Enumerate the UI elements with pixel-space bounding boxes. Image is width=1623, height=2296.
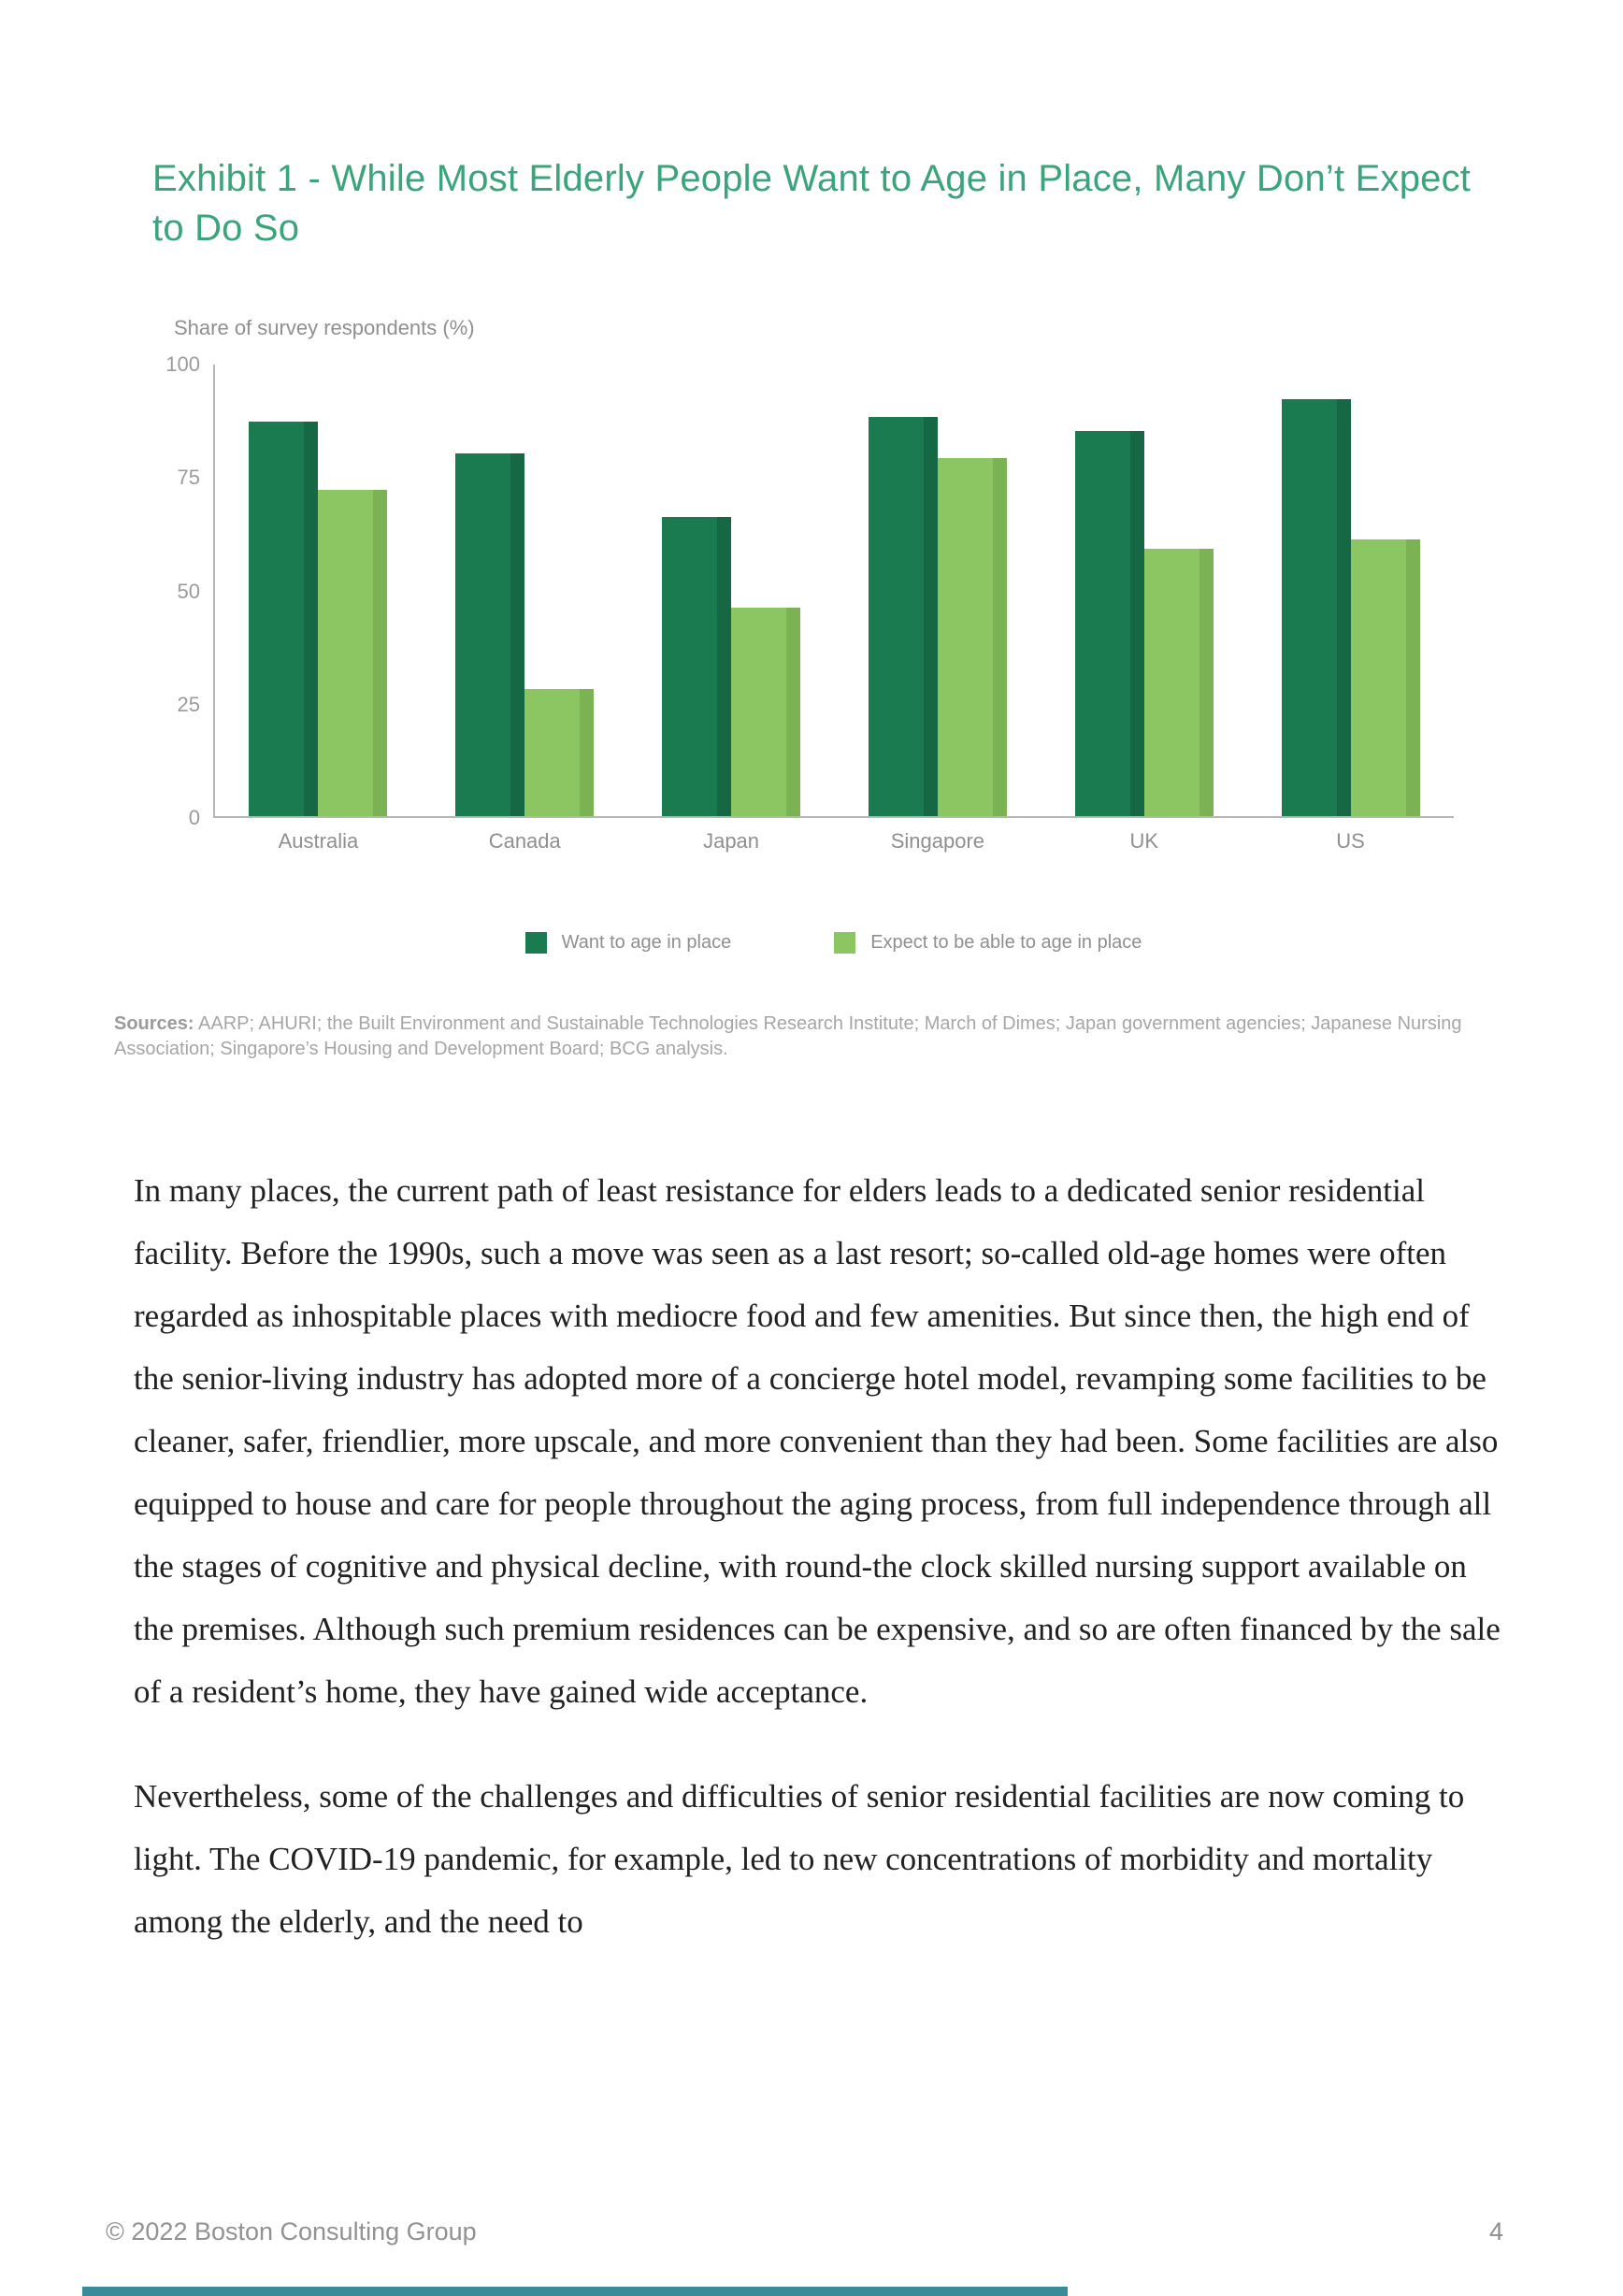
body-text	[134, 1159, 1508, 1995]
x-category-label: Japan	[703, 829, 760, 853]
bottom-accent-bar	[82, 2287, 1068, 2296]
x-category-label: Singapore	[890, 829, 985, 853]
bar	[938, 458, 1007, 816]
chart-legend	[213, 932, 1454, 954]
bar-group-us	[1282, 399, 1420, 853]
bar-group-singapore	[869, 417, 1007, 853]
y-tick-label: 0	[188, 806, 200, 829]
sources-label: Sources:	[114, 1013, 194, 1034]
y-tick-label: 25	[177, 692, 200, 716]
footer-copyright: © 2022 Boston Consulting Group	[106, 2217, 477, 2246]
y-tick-label: 50	[177, 579, 200, 603]
exhibit-title: Exhibit 1 - While Most Elderly People Want to Age in Place, Many Don’t Expect to Do So	[152, 158, 1472, 249]
bar	[524, 689, 594, 816]
x-category-label: UK	[1129, 829, 1158, 853]
paragraph-1: In many places, the current path of least resistance for elders leads to a dedicated senior residential facility. Before the 1990s, such a move was seen as a last resort; so-called old-age homes were often regarded as inhospitable places with mediocre food and few amenities. But since then, the high end of the senior-living industry has adopted more of a concierge hotel model, revamping some facilities to be cleaner, safer, friendlier, more upscale, and more convenient than they had been. Some facilities are also equipped to house and care for people throughout the aging process, from full independence through all the stages of cognitive and physical decline, with round-the clock skilled nursing support available on the premises. Although such premium residences can be expensive, and so are often financed by the sale of a resident’s home, they have gained wide acceptance.	[134, 1172, 1501, 1710]
x-category-label: US	[1336, 829, 1365, 853]
legend-item-want	[525, 932, 732, 954]
x-category-label: Canada	[488, 829, 561, 853]
legend-label: Expect to be able to age in place	[870, 932, 1142, 953]
sources-text: AARP; AHURI; the Built Environment and Sustainable Technologies Research Institute; March of Dimes; Japan government agencies; Japanese Nursing Association; Singapore’s Housing and Development Board; BCG analysis.	[114, 1013, 1462, 1059]
paragraph-2: Nevertheless, some of the challenges and difficulties of senior residential facilities are now coming to light. The COVID-19 pandemic, for example, led to new concentrations of morbidity and mortality among the elderly, and the need to	[134, 1778, 1465, 1940]
legend-swatch-dark-green	[525, 932, 547, 954]
y-axis-ticks	[148, 352, 200, 829]
bar	[1351, 539, 1420, 816]
legend-swatch-light-green	[834, 932, 855, 954]
bar	[455, 453, 524, 816]
bar-chart	[148, 352, 1475, 853]
bar-group-canada	[455, 453, 594, 853]
legend-label: Want to age in place	[561, 932, 732, 953]
bar	[662, 517, 731, 816]
bar-group-japan	[662, 517, 800, 853]
bar	[1144, 549, 1214, 816]
bar-group-uk	[1075, 431, 1214, 853]
y-tick-label: 100	[165, 352, 200, 376]
sources-note	[114, 1012, 1493, 1062]
chart-axis-title: Share of survey respondents (%)	[174, 316, 475, 339]
bar	[1075, 431, 1144, 816]
legend-item-expect	[834, 932, 1142, 954]
bar-group-australia	[249, 422, 387, 853]
y-tick-label: 75	[177, 466, 200, 490]
bar	[249, 422, 318, 816]
bar	[1282, 399, 1351, 816]
plot-area	[213, 365, 1454, 853]
bar	[869, 417, 938, 816]
bar	[318, 490, 387, 816]
bar	[731, 608, 800, 816]
footer-page-number: 4	[1488, 2217, 1503, 2246]
x-category-label: Australia	[278, 829, 359, 853]
